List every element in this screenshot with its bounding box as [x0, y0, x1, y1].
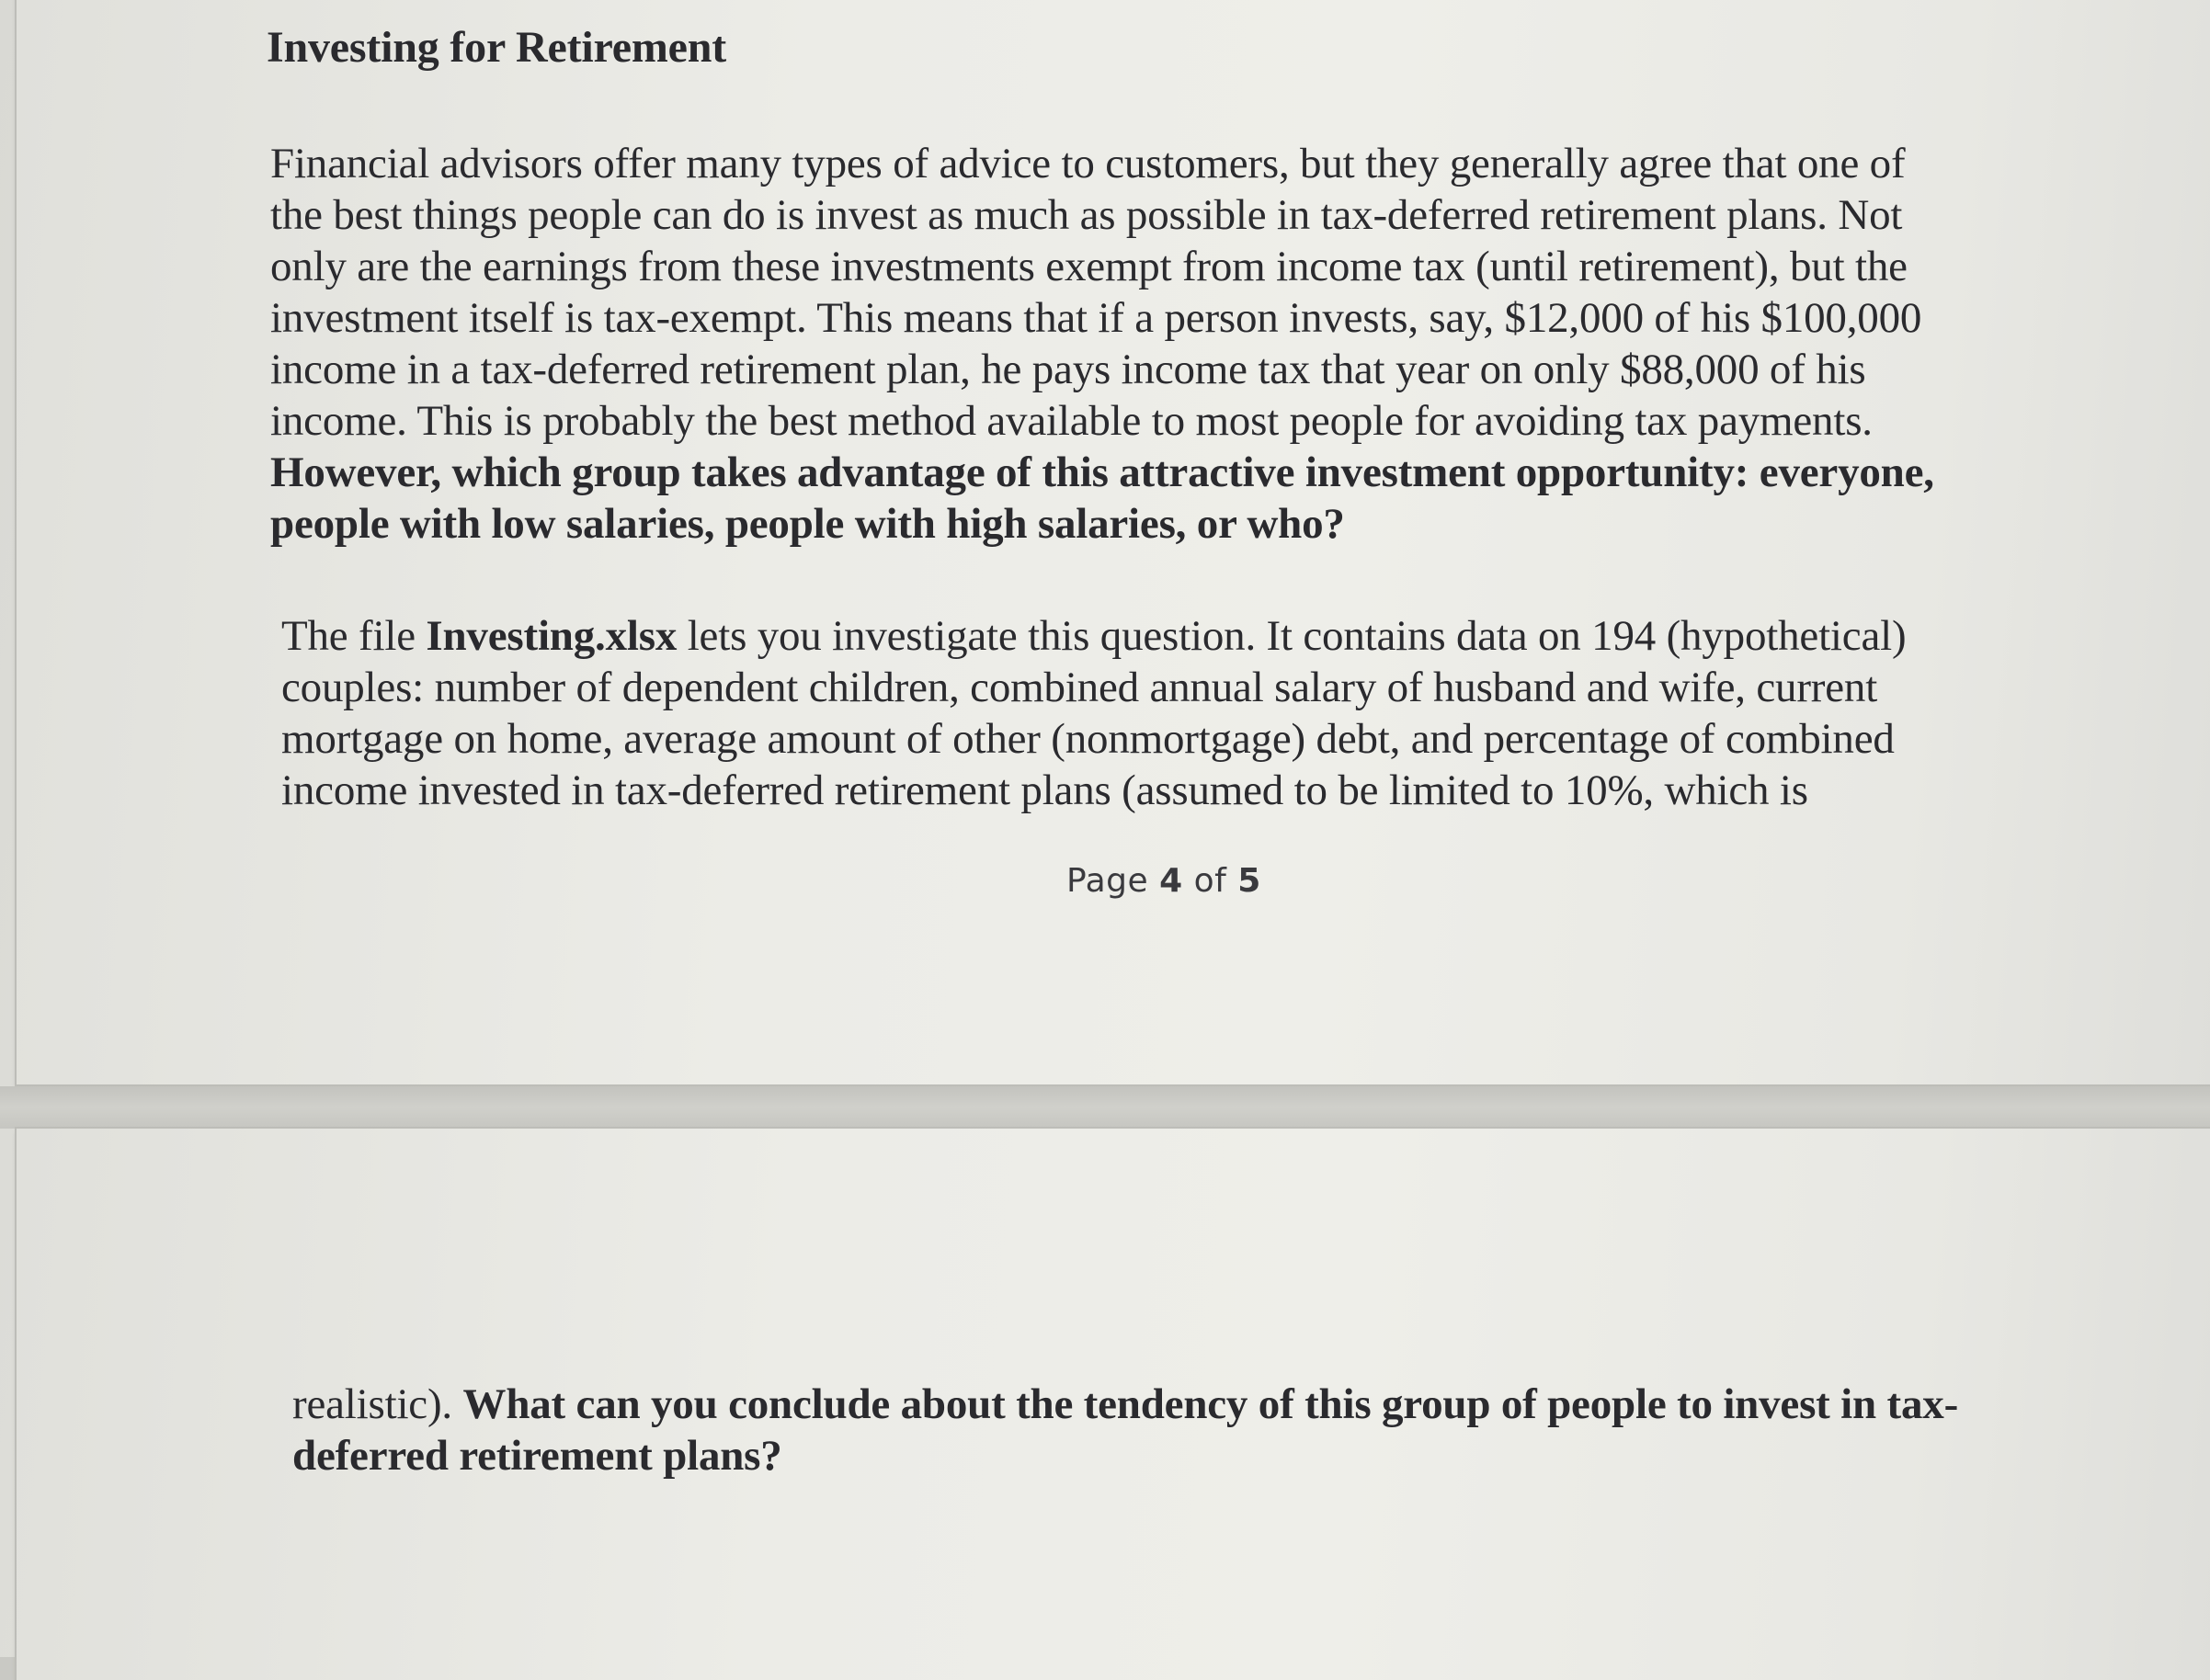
of-label: of [1193, 862, 1227, 900]
question-line: people with low salaries, people with high salaries, or who? [270, 500, 1345, 548]
text-line: income invested in tax-deferred retirement plans (assumed to be limited to 10%, which is [281, 766, 1808, 814]
page-gap [0, 1086, 2210, 1129]
text-line: income. This is probably the best method available to most people for avoiding tax payments. [270, 397, 1873, 445]
text-segment: The file [281, 612, 427, 660]
text-segment: lets you investigate this question. It contains data on 194 (hypothetical) [677, 612, 1907, 660]
question-line: However, which group takes advantage of this attractive investment opportunity: everyone, [270, 448, 1934, 496]
text-line [281, 610, 2065, 662]
paragraph-conclusion [292, 1379, 2076, 1481]
text-line: Financial advisors offer many types of advice to customers, but they generally agree that one of [270, 140, 1906, 187]
page-label: Page [1066, 862, 1149, 900]
text-line: mortgage on home, average amount of other (nonmortgage) debt, and percentage of combined [281, 715, 1895, 763]
text-line [292, 1379, 2076, 1430]
paragraph-data-file [281, 610, 2065, 816]
question-segment: What can you conclude about the tendency of this group of people to invest in tax- [462, 1380, 1959, 1428]
text-line: the best things people can do is invest as much as possible in tax-deferred retirement plans. Not [270, 191, 1903, 239]
question-line: deferred retirement plans? [292, 1432, 782, 1480]
page-number-footer [1066, 862, 1261, 900]
text-segment: realistic). [292, 1380, 463, 1428]
document-title: Investing for Retirement [267, 23, 726, 72]
total-pages-number: 5 [1237, 862, 1261, 900]
text-line: only are the earnings from these investments exempt from income tax (until retirement), but the [270, 243, 1908, 290]
paragraph-intro [270, 138, 2054, 550]
text-line: couples: number of dependent children, combined annual salary of husband and wife, current [281, 664, 1878, 711]
current-page-number: 4 [1159, 862, 1183, 900]
text-line: investment itself is tax-exempt. This means that if a person invests, say, $12,000 of his $100,000 [270, 294, 1922, 342]
text-line: income in a tax-deferred retirement plan, he pays income tax that year on only $88,000 of his [270, 346, 1866, 393]
file-name: Investing.xlsx [426, 612, 678, 660]
